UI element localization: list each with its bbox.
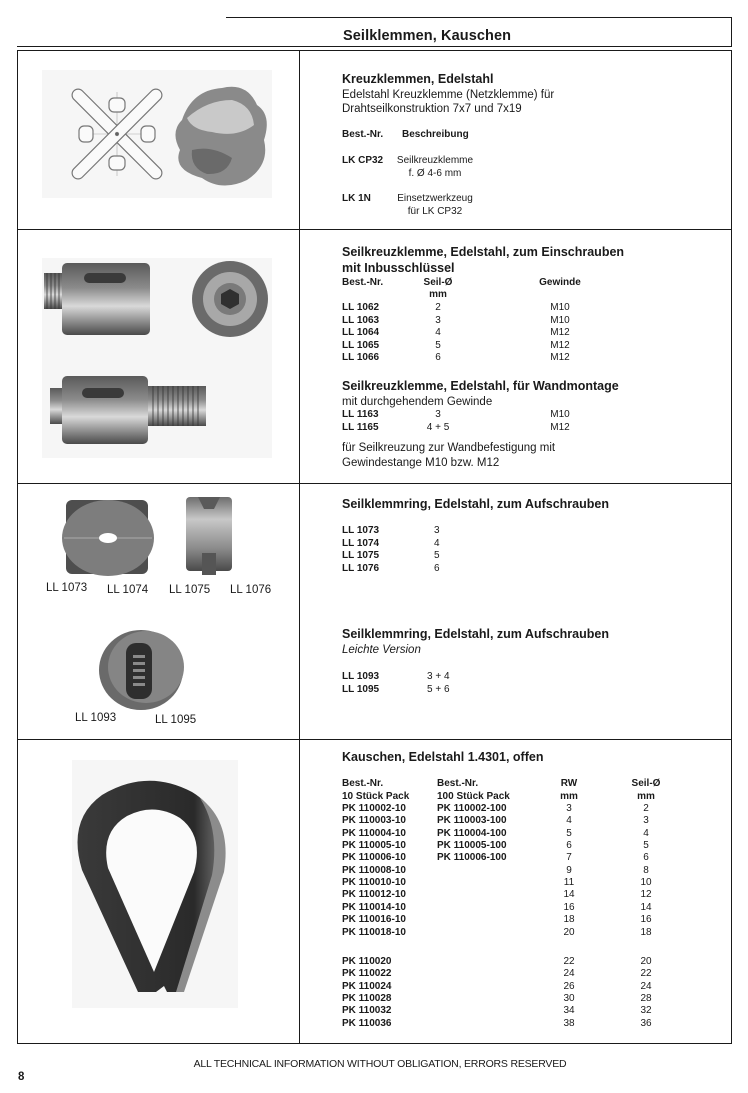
cell-nr: LL 1063 (342, 314, 380, 326)
section4-header-nr10-pack: 10 Stück Pack (342, 790, 410, 802)
cell-nr100: PK 110003-100 (437, 815, 507, 827)
clamp-ring-light-image (96, 625, 186, 716)
clamp-ring-side-icon (184, 495, 234, 577)
section1-item-nr: LK CP32 (342, 155, 384, 166)
cell-seil: 6 (435, 352, 441, 363)
cell-seil: 8 (643, 864, 649, 876)
cell-nr: LL 1074 (342, 537, 380, 549)
cell-seil: 3 (643, 815, 649, 827)
row-divider-1 (17, 229, 732, 230)
header-double-rule-2 (17, 50, 732, 51)
section2-title-line1: Seilkreuzklemme, Edelstahl, zum Einschrauben (342, 245, 625, 259)
cell-nr: LL 1075 (342, 550, 380, 561)
section3-light-title: Seilklemmring, Edelstahl, zum Aufschrauben (342, 627, 609, 641)
wire-rope-thimble-icon (72, 760, 238, 1008)
cell-nr10: PK 110018-10 (342, 926, 406, 938)
cell-nr10: PK 110004-10 (342, 827, 406, 839)
table-left-border (17, 50, 18, 1044)
section2-sub-title: Seilkreuzklemme, Edelstahl, für Wandmontage (342, 379, 619, 393)
screw-in-cross-clamp-icon (42, 258, 272, 458)
cell-nr: PK 110024 (342, 980, 392, 992)
header-top-rule (226, 17, 732, 18)
cell-seil: 2 (643, 803, 649, 814)
section2-note-line2: Gewindestange M10 bzw. M12 (342, 457, 500, 469)
section1-desc-line2: Drahtseilkonstruktion 7x7 und 7x19 (342, 103, 522, 115)
clamp-ring-face-image (60, 496, 156, 583)
cell-nr10: PK 110012-10 (342, 889, 406, 901)
cell-rw: 26 (563, 980, 575, 992)
cell-rw: 22 (563, 956, 575, 967)
image-label: LL 1075 (169, 584, 211, 596)
wire-rope-thimble-image (72, 760, 238, 1008)
disclaimer-footer: ALL TECHNICAL INFORMATION WITHOUT OBLIGATION, ERRORS RESERVED (193, 1058, 567, 1070)
cell-gewinde: M12 (550, 421, 570, 433)
cell-seil: 5 (643, 840, 649, 852)
cell-nr100: PK 110005-100 (437, 840, 507, 852)
section4-header-nr100-pack: 100 Stück Pack (437, 790, 510, 802)
cell-nr: PK 110028 (342, 993, 392, 1005)
cell-gewinde: M10 (550, 314, 570, 326)
cell-nr: PK 110036 (342, 1017, 392, 1029)
cell-seil: 12 (640, 889, 652, 901)
cell-nr: PK 110020 (342, 956, 392, 967)
cell-rw: 6 (566, 840, 572, 852)
section3-light-subtitle: Leichte Version (342, 644, 421, 656)
cell-nr100: PK 110004-100 (437, 827, 507, 839)
header-right-rule (731, 17, 732, 47)
cell-rw: 3 (566, 803, 572, 814)
clamp-ring-side-image (184, 495, 234, 582)
cell-nr: LL 1062 (342, 302, 380, 313)
clamp-ring-face-icon (60, 496, 156, 578)
cell-nr10: PK 110003-10 (342, 815, 406, 827)
cell-seil: 3 (434, 525, 440, 536)
section1-item-desc: Einsetzwerkzeug (397, 193, 473, 204)
section2-header-nr: Best.-Nr. (342, 277, 384, 288)
cell-seil: 14 (640, 901, 652, 913)
cell-nr: LL 1163 (342, 409, 379, 420)
cell-seil: 6 (643, 852, 649, 864)
cell-gewinde: M12 (550, 352, 570, 363)
page-number: 8 (18, 1071, 25, 1083)
cell-seil: 20 (640, 956, 652, 967)
cell-nr10: PK 110008-10 (342, 864, 406, 876)
cell-rw: 4 (566, 815, 572, 827)
section4-header-nr100: Best.-Nr. (437, 778, 479, 789)
section4-header-nr10: Best.-Nr. (342, 778, 384, 789)
section1-item-nr: LK 1N (342, 193, 371, 204)
cell-gewinde: M12 (550, 339, 570, 351)
cell-nr: LL 1095 (342, 683, 380, 695)
cell-seil: 18 (640, 926, 652, 938)
cell-nr10: PK 110016-10 (342, 914, 406, 926)
cell-nr10: PK 110010-10 (342, 877, 406, 889)
section1-item-desc: f. Ø 4-6 mm (408, 168, 462, 179)
screw-in-cross-clamp-image (42, 258, 272, 458)
section1-desc-line1: Edelstahl Kreuzklemme (Netzklemme) für (342, 89, 555, 101)
cell-rw: 16 (563, 901, 575, 913)
row-divider-3 (17, 739, 732, 740)
cell-rw: 5 (566, 827, 572, 839)
clamp-ring-light-icon (96, 625, 186, 711)
image-label: LL 1073 (46, 582, 88, 594)
cell-nr100: PK 110006-100 (437, 852, 507, 864)
cell-nr: PK 110022 (342, 968, 392, 980)
cell-rw: 30 (563, 993, 575, 1005)
section4-title: Kauschen, Edelstahl 1.4301, offen (342, 750, 544, 764)
cell-seil: 22 (640, 968, 652, 980)
cell-nr: LL 1165 (342, 421, 379, 433)
cell-seil: 28 (640, 993, 652, 1005)
cell-nr10: PK 110014-10 (342, 901, 406, 913)
table-column-divider (299, 50, 300, 1044)
image-label: LL 1093 (75, 712, 117, 724)
cell-seil: 5 (434, 550, 440, 561)
cell-nr: LL 1065 (342, 339, 380, 351)
section2-title-line2: mit Inbusschlüssel (342, 261, 455, 275)
cell-seil: 2 (435, 302, 441, 313)
cell-rw: 14 (563, 889, 575, 901)
cell-nr100: PK 110002-100 (437, 803, 507, 814)
cell-gewinde: M10 (550, 409, 570, 420)
cell-rw: 18 (563, 914, 575, 926)
section1-header-desc: Beschreibung (402, 129, 469, 140)
cell-nr10: PK 110006-10 (342, 852, 406, 864)
cell-seil: 5 (435, 339, 441, 351)
section2-header-gewinde: Gewinde (539, 277, 581, 288)
cell-seil: 4 (434, 537, 440, 549)
cell-seil: 4 (643, 827, 649, 839)
cell-nr: LL 1093 (342, 671, 380, 682)
cell-rw: 38 (563, 1017, 575, 1029)
cell-seil: 5 + 6 (427, 683, 450, 695)
cell-seil: 36 (640, 1017, 652, 1029)
section3-title: Seilklemmring, Edelstahl, zum Aufschrauben (342, 497, 609, 511)
table-right-border (731, 50, 732, 1044)
cell-nr: LL 1073 (342, 525, 380, 536)
cell-rw: 34 (563, 1005, 575, 1017)
cell-seil: 3 (435, 314, 441, 326)
cell-nr: LL 1064 (342, 327, 380, 338)
section2-header-seil: Seil-Ø (423, 277, 453, 288)
header-double-rule-1 (17, 46, 732, 47)
section4-header-seil: Seil-Ø (631, 778, 661, 789)
cell-nr10: PK 110005-10 (342, 840, 406, 852)
image-label: LL 1076 (230, 584, 272, 596)
cell-nr: PK 110032 (342, 1005, 392, 1017)
section1-item-desc: Seilkreuzklemme (396, 155, 474, 166)
cell-rw: 24 (563, 968, 575, 980)
section1-title: Kreuzklemmen, Edelstahl (342, 72, 494, 86)
cell-nr: LL 1076 (342, 562, 380, 574)
page-title: Seilklemmen, Kauschen (343, 28, 512, 44)
cell-seil: 24 (640, 980, 652, 992)
section2-sub-desc: mit durchgehendem Gewinde (342, 396, 493, 408)
section1-item-desc: für LK CP32 (407, 206, 463, 217)
cell-seil: 16 (640, 914, 652, 926)
cell-rw: 11 (563, 877, 575, 889)
cell-rw: 7 (566, 852, 572, 864)
cell-rw: 9 (566, 864, 572, 876)
section2-header-seil-unit: mm (429, 289, 447, 300)
cell-seil: 3 (435, 409, 441, 420)
cell-seil: 32 (640, 1005, 652, 1017)
image-label: LL 1074 (107, 584, 149, 596)
cell-nr10: PK 110002-10 (342, 803, 406, 814)
cross-clamp-drawing-icon (42, 70, 272, 198)
cell-seil: 6 (434, 562, 440, 574)
cell-gewinde: M10 (550, 302, 570, 313)
section4-header-rw-unit: mm (560, 790, 578, 802)
cell-seil: 3 + 4 (427, 671, 450, 682)
section4-header-rw: RW (560, 778, 578, 789)
cell-rw: 20 (563, 926, 575, 938)
section4-header-seil-unit: mm (637, 790, 655, 802)
cross-clamp-drawing-image (42, 70, 272, 198)
cell-gewinde: M12 (550, 327, 570, 338)
table-bottom-border (17, 1043, 732, 1044)
cell-seil: 10 (640, 877, 652, 889)
cell-seil: 4 (435, 327, 441, 338)
cell-nr: LL 1066 (342, 352, 380, 363)
cell-seil: 4 + 5 (426, 421, 450, 433)
row-divider-2 (17, 483, 732, 484)
image-label: LL 1095 (155, 714, 197, 726)
section2-note-line1: für Seilkreuzung zur Wandbefestigung mit (342, 442, 556, 454)
section1-header-nr: Best.-Nr. (342, 129, 384, 140)
